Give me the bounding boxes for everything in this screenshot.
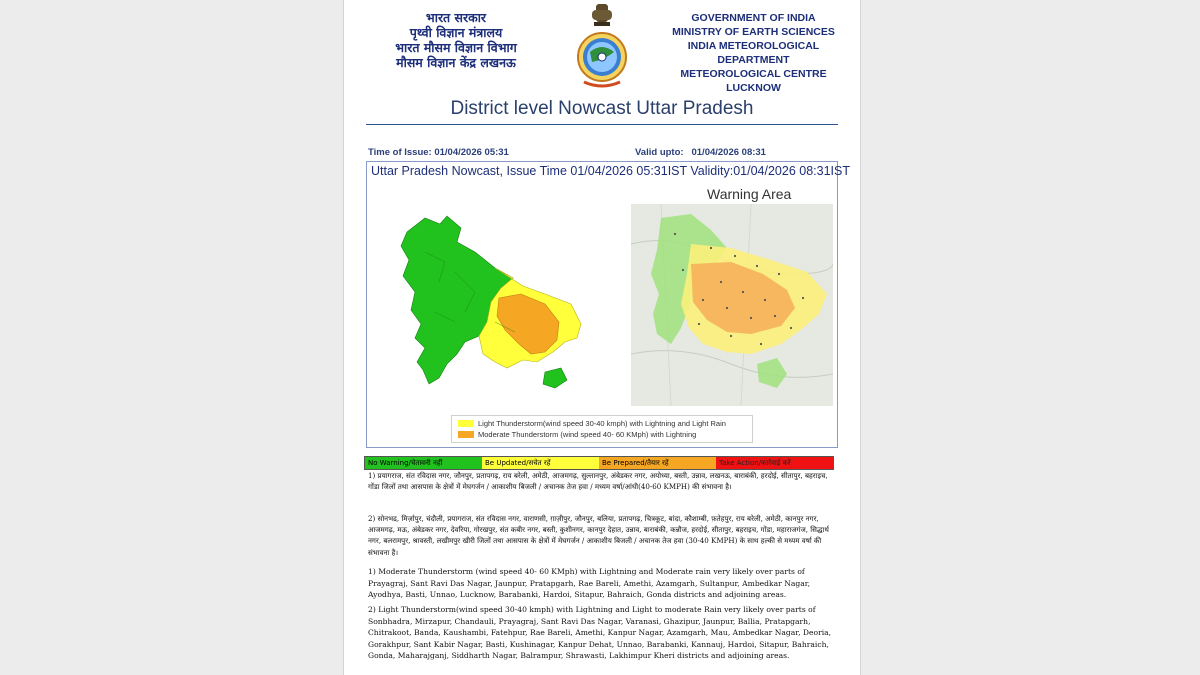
issue-time-label: Time of Issue: (368, 147, 432, 158)
issue-time-value: 01/04/2026 05:31 (434, 147, 509, 158)
english-header-line: MINISTRY OF EARTH SCIENCES (672, 26, 835, 38)
scale-no-warning: No Warning/चेतावनी नहीं (365, 457, 482, 469)
valid-upto-label: Valid upto: (635, 147, 684, 158)
nowcast-map-panel (366, 161, 850, 448)
legend-swatch-orange (458, 431, 474, 438)
legend-swatch-yellow (458, 420, 474, 427)
warning-area-title: Warning Area (707, 186, 792, 202)
english-header (656, 11, 851, 95)
scale-take-action: Take Action/कार्रवाई करें (716, 457, 833, 469)
hindi-warning-2: 2) सोनभद्र, मिर्ज़ापुर, चंदौली, प्रयागराज, संत रविदास नगर, वाराणसी, ग़ाज़ीपुर, जौनपुर, बलिया, प्रतापगढ़, चित्रकूट, बांदा, कौशाम्बी, फ़तेहपुर, राय बरेली, अमेठी, कानपुर नगर, आजमगढ़, मऊ, अंबेडकर नगर, देवरिया, गोरखपुर, संत कबीर नगर, बस्ती, कुशीनगर, कानपुर देहात, उन्नाव, बाराबंकी, कन्नौज, हरदोई, सीतापुर, बहराइच, गोंडा, महाराजगंज, सिद्धार्थ नगर, बलरामपुर, श्रावस्ती, लखीमपुर खीरी जिलों तथा आसपास के क्षेत्रों में मेघगर्जन / आकाशीय बिजली / अचानक तेज हवा (30-40 KMPH) के साथ हल्की से मध्यम वर्षा की संभावना है। (368, 514, 829, 557)
map-legend (451, 415, 753, 443)
up-state-warning-map (395, 212, 585, 392)
issue-time (368, 147, 509, 158)
legend-label: Moderate Thunderstorm (wind speed 40- 60 KMph) with Lightning (478, 430, 697, 439)
scale-be-prepared: Be Prepared/तैयार रहें (599, 457, 716, 469)
hindi-header-line: मौसम विज्ञान केंद्र लखनऊ (396, 55, 516, 70)
english-header-line: INDIA METEOROLOGICAL DEPARTMENT (687, 40, 820, 66)
title-divider (366, 124, 838, 125)
english-warning-1: 1) Moderate Thunderstorm (wind speed 40- 60 KMph) with Lightning and Moderate rain very likely over parts of Prayagraj, Sant Ravi Das Nagar, Jaunpur, Pratapgarh, Rae Bareli, Amethi, Azamgarh, Sultanpur, Ambedkar Nagar, Ayodhya, Basti, Unnao, Lucknow, Barabanki, Hardoi, Sitapur, Bahraich, Gonda districts and adjoining areas. (368, 567, 810, 600)
map-zone-green-east (543, 368, 567, 388)
hindi-header (381, 10, 531, 70)
legend-item-light-thunderstorm (458, 419, 726, 428)
page-title: District level Nowcast Uttar Pradesh (450, 98, 754, 119)
valid-upto-value: 01/04/2026 08:31 (691, 147, 766, 158)
warning-color-scale (364, 456, 834, 470)
scale-be-updated: Be Updated/सचेत रहें (482, 457, 599, 469)
hindi-header-line: भारत मौसम विज्ञान विभाग (395, 40, 517, 55)
legend-item-moderate-thunderstorm (458, 430, 696, 439)
english-warning-2: 2) Light Thunderstorm(wind speed 30-40 kmph) with Lightning and Light to moderate Rain very likely over parts of Sonbhadra, Mirzapur, Chandauli, Prayagraj, Sant Ravi Das Nagar, Varanasi, Ghazipur, Jaunpur, Ballia, Pratapgarh, Chitrakoot, Banda, Kaushambi, Fatehpur, Rae Bareli, Amethi, Kanpur Nagar, Azamgarh, Mau, Ambedkar Nagar, Deoria, Gorakhpur, Sant Kabir Nagar, Basti, Kushinagar, Kanpur Dehat, Unnao, Barabanki, Kannauj, Hardoi, Sitapur, Bahraich, Gonda, Maharajganj, Siddharth Nagar, Balrampur, Shrawasti, Lakhimpur Kheri districts and adjoining areas. (368, 605, 832, 661)
warning-area-map (631, 204, 833, 406)
hindi-warning-1: 1) प्रयागराज, संत रविदास नगर, जौनपुर, प्रतापगढ़, राय बरेली, अमेठी, आजमगढ़, सुल्तानपुर, अंबेडकर नगर, अयोध्या, बस्ती, उन्नाव, लखनऊ, बाराबंकी, हरदोई, सीतापुर, बहराइच, गोंडा जिलों तथा आसपास के क्षेत्रों में मेघगर्जन / आकाशीय बिजली / अचानक तेज हवा / मध्यम वर्षा/आंधी(40-60 KMPH) की संभावना है। (368, 471, 828, 492)
english-header-line: GOVERNMENT OF INDIA (691, 12, 816, 24)
nowcast-panel-heading: Uttar Pradesh Nowcast, Issue Time 01/04/2026 05:31IST Validity:01/04/2026 08:31IST (371, 164, 850, 178)
valid-upto (635, 147, 766, 158)
legend-label: Light Thunderstorm(wind speed 30-40 kmph) with Lightning and Light Rain (478, 419, 726, 428)
imd-emblem-icon (574, 2, 630, 92)
hindi-header-line: पृथ्वी विज्ञान मंत्रालय (409, 25, 503, 40)
hindi-header-line: भारत सरकार (425, 10, 487, 25)
bulletin-page (343, 0, 861, 675)
english-header-line: METEOROLOGICAL CENTRE LUCKNOW (680, 68, 827, 94)
